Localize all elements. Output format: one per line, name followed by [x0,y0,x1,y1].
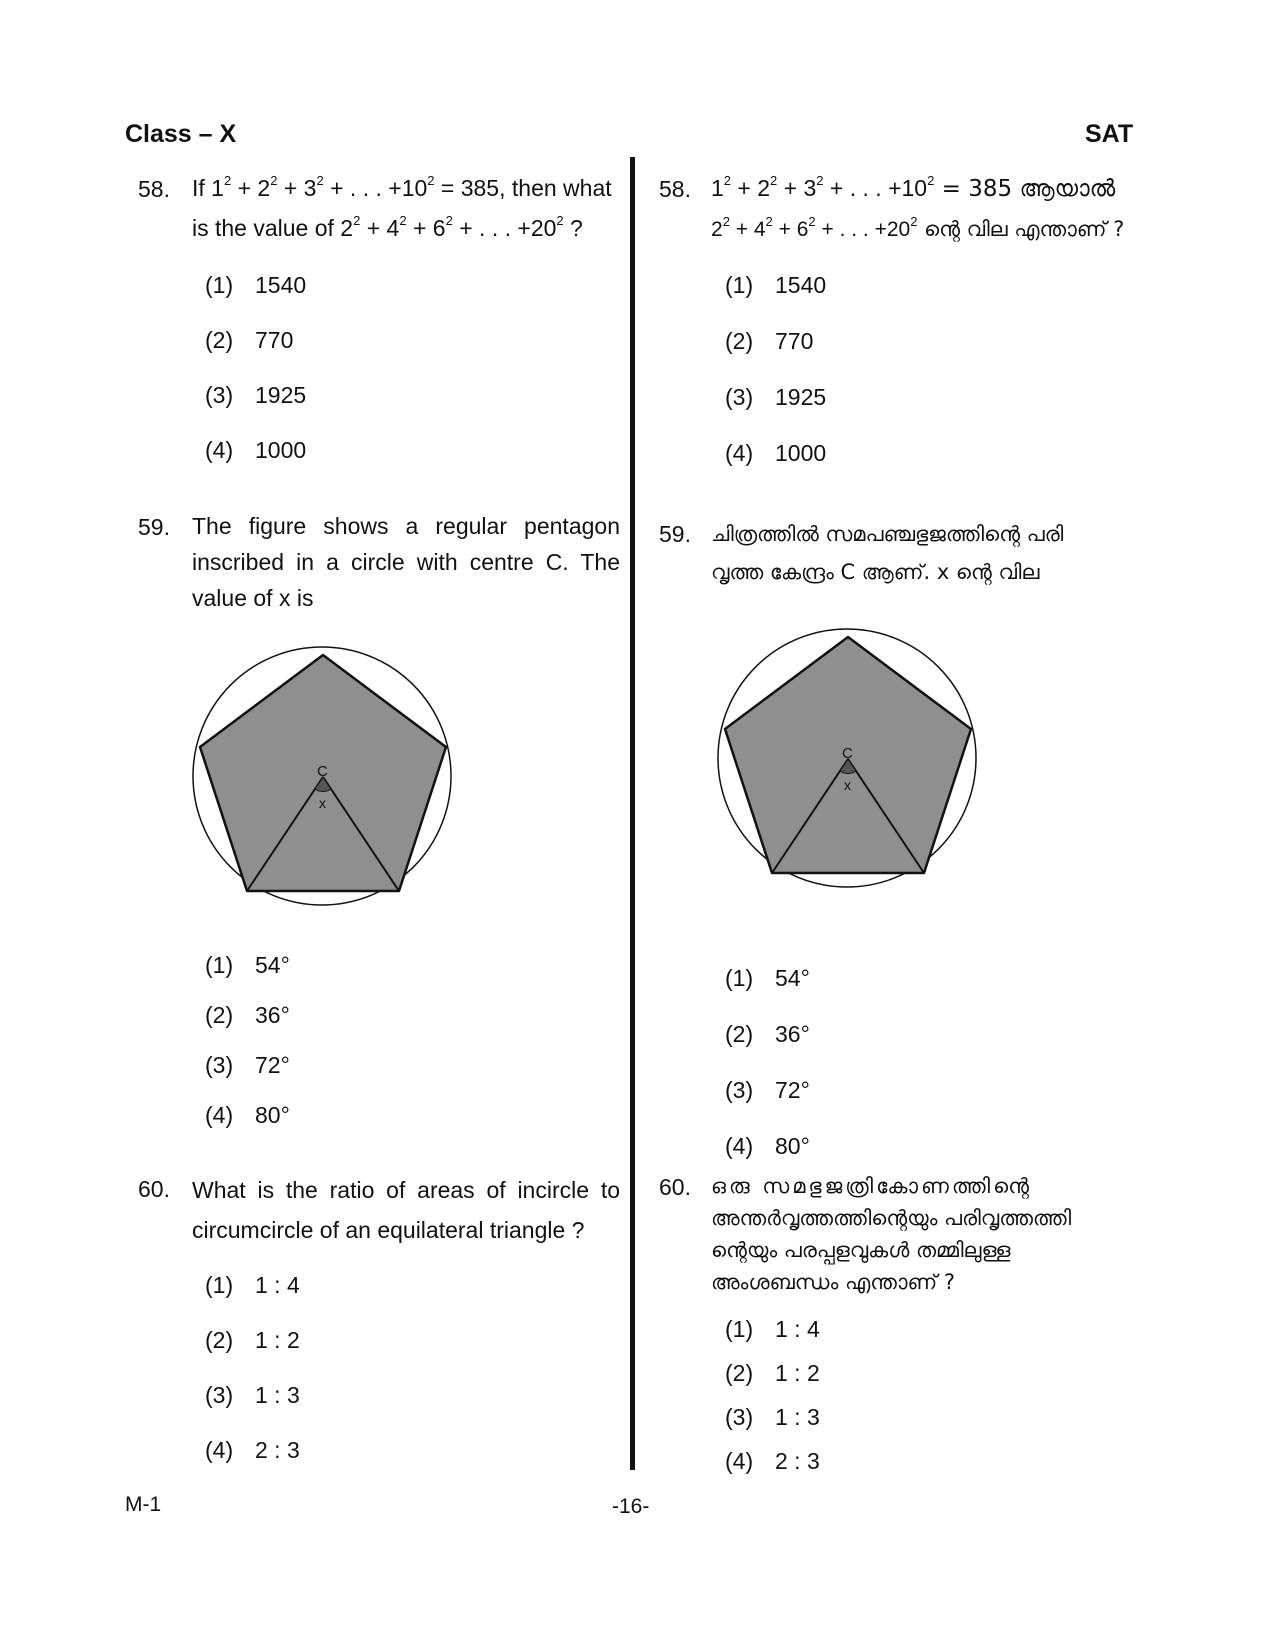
ml-pentagon-figure [710,627,985,892]
ml-q60-option-1: (1) 1 : 4 [725,1316,820,1342]
column-divider [630,157,635,1470]
q59-option-4: (4) 80° [205,1102,290,1128]
q59-text: The figure shows a regular pentagon inscribed in a circle with centre C. The value of x is [192,513,620,611]
ml-q58-option-2: (2) 770 [725,328,814,354]
ml-q59-number: 59. [659,521,691,547]
q60-option-3: (3) 1 : 3 [205,1382,300,1408]
ml-q59-option-4: (4) 80° [725,1133,810,1159]
q58-option-1: (1) 1540 [205,272,307,298]
ml-q60-option-2: (2) 1 : 2 [725,1360,820,1386]
exam-header: SAT [1085,120,1134,148]
class-header: Class – X [125,120,237,148]
ml-q59-option-2: (2) 36° [725,1021,810,1047]
q58-option-2: (2) 770 [205,327,294,353]
ml-q58-number: 58. [659,176,691,202]
center-label: C [317,763,328,780]
q58-text: If $1^2 + 2^2 + 3^2$ + . . . $+10^2 = 385$, then what is the value of $2^2 + 4^2 + 6^2$ + . . . $+20^2$ ? [192,173,612,241]
ml-q60-text: ഒരു സമഭുജത്രികോണത്തിന്റെ അന്തർവൃത്തത്തിന്റെയും പരിവൃത്തത്തി ന്റെയും പരപ്പളവുകൾ തമ്മിലുള്ള അംശബന്ധം എന്താണ് ? [711,1174,1072,1294]
q60-text: What is the ratio of areas of incircle to circumcircle of an equilateral triangle ? [192,1177,620,1243]
ml-q59-option-1: (1) 54° [725,965,810,991]
q60-option-4: (4) 2 : 3 [205,1437,300,1463]
ml-center-label: C [842,745,853,762]
ml-angle-label: x [844,777,851,793]
ml-q59-text: ചിത്രത്തിൽ സമപഞ്ചഭുജത്തിന്റെ പരി വൃത്ത കേന്ദ്രം C ആണ്. x ന്റെ വില [711,522,1064,584]
ml-q58-option-1: (1) 1540 [725,272,827,298]
ml-q58-option-4: (4) 1000 [725,440,827,466]
ml-q59-option-3: (3) 72° [725,1077,810,1103]
ml-q58-text: $1^2 + 2^2 + 3^2$ + . . . $+10^2 = 385$ ആയാൽ $2^2 + 4^2 + 6^2$ + . . . $+20^2$ ന്റെ വില എന്താണ് ? [711,173,1125,241]
q59-option-2: (2) 36° [205,1002,290,1028]
q60-option-2: (2) 1 : 2 [205,1327,300,1353]
q59-number: 59. [138,514,170,540]
ml-q58-option-3: (3) 1925 [725,384,827,410]
q59-option-3: (3) 72° [205,1052,290,1078]
ml-q60-option-4: (4) 2 : 3 [725,1448,820,1474]
q58-number: 58. [138,176,170,202]
q59-option-1: (1) 54° [205,952,290,978]
q60-option-1: (1) 1 : 4 [205,1272,300,1298]
ml-q60-number: 60. [659,1174,691,1200]
page-number: -16- [612,1495,650,1518]
q58-option-4: (4) 1000 [205,437,307,463]
ml-q60-option-3: (3) 1 : 3 [725,1404,820,1430]
q60-number: 60. [138,1176,170,1202]
page-code: M-1 [125,1493,162,1516]
angle-label: x [319,795,326,811]
pentagon-figure [185,645,460,910]
q58-option-3: (3) 1925 [205,382,307,408]
